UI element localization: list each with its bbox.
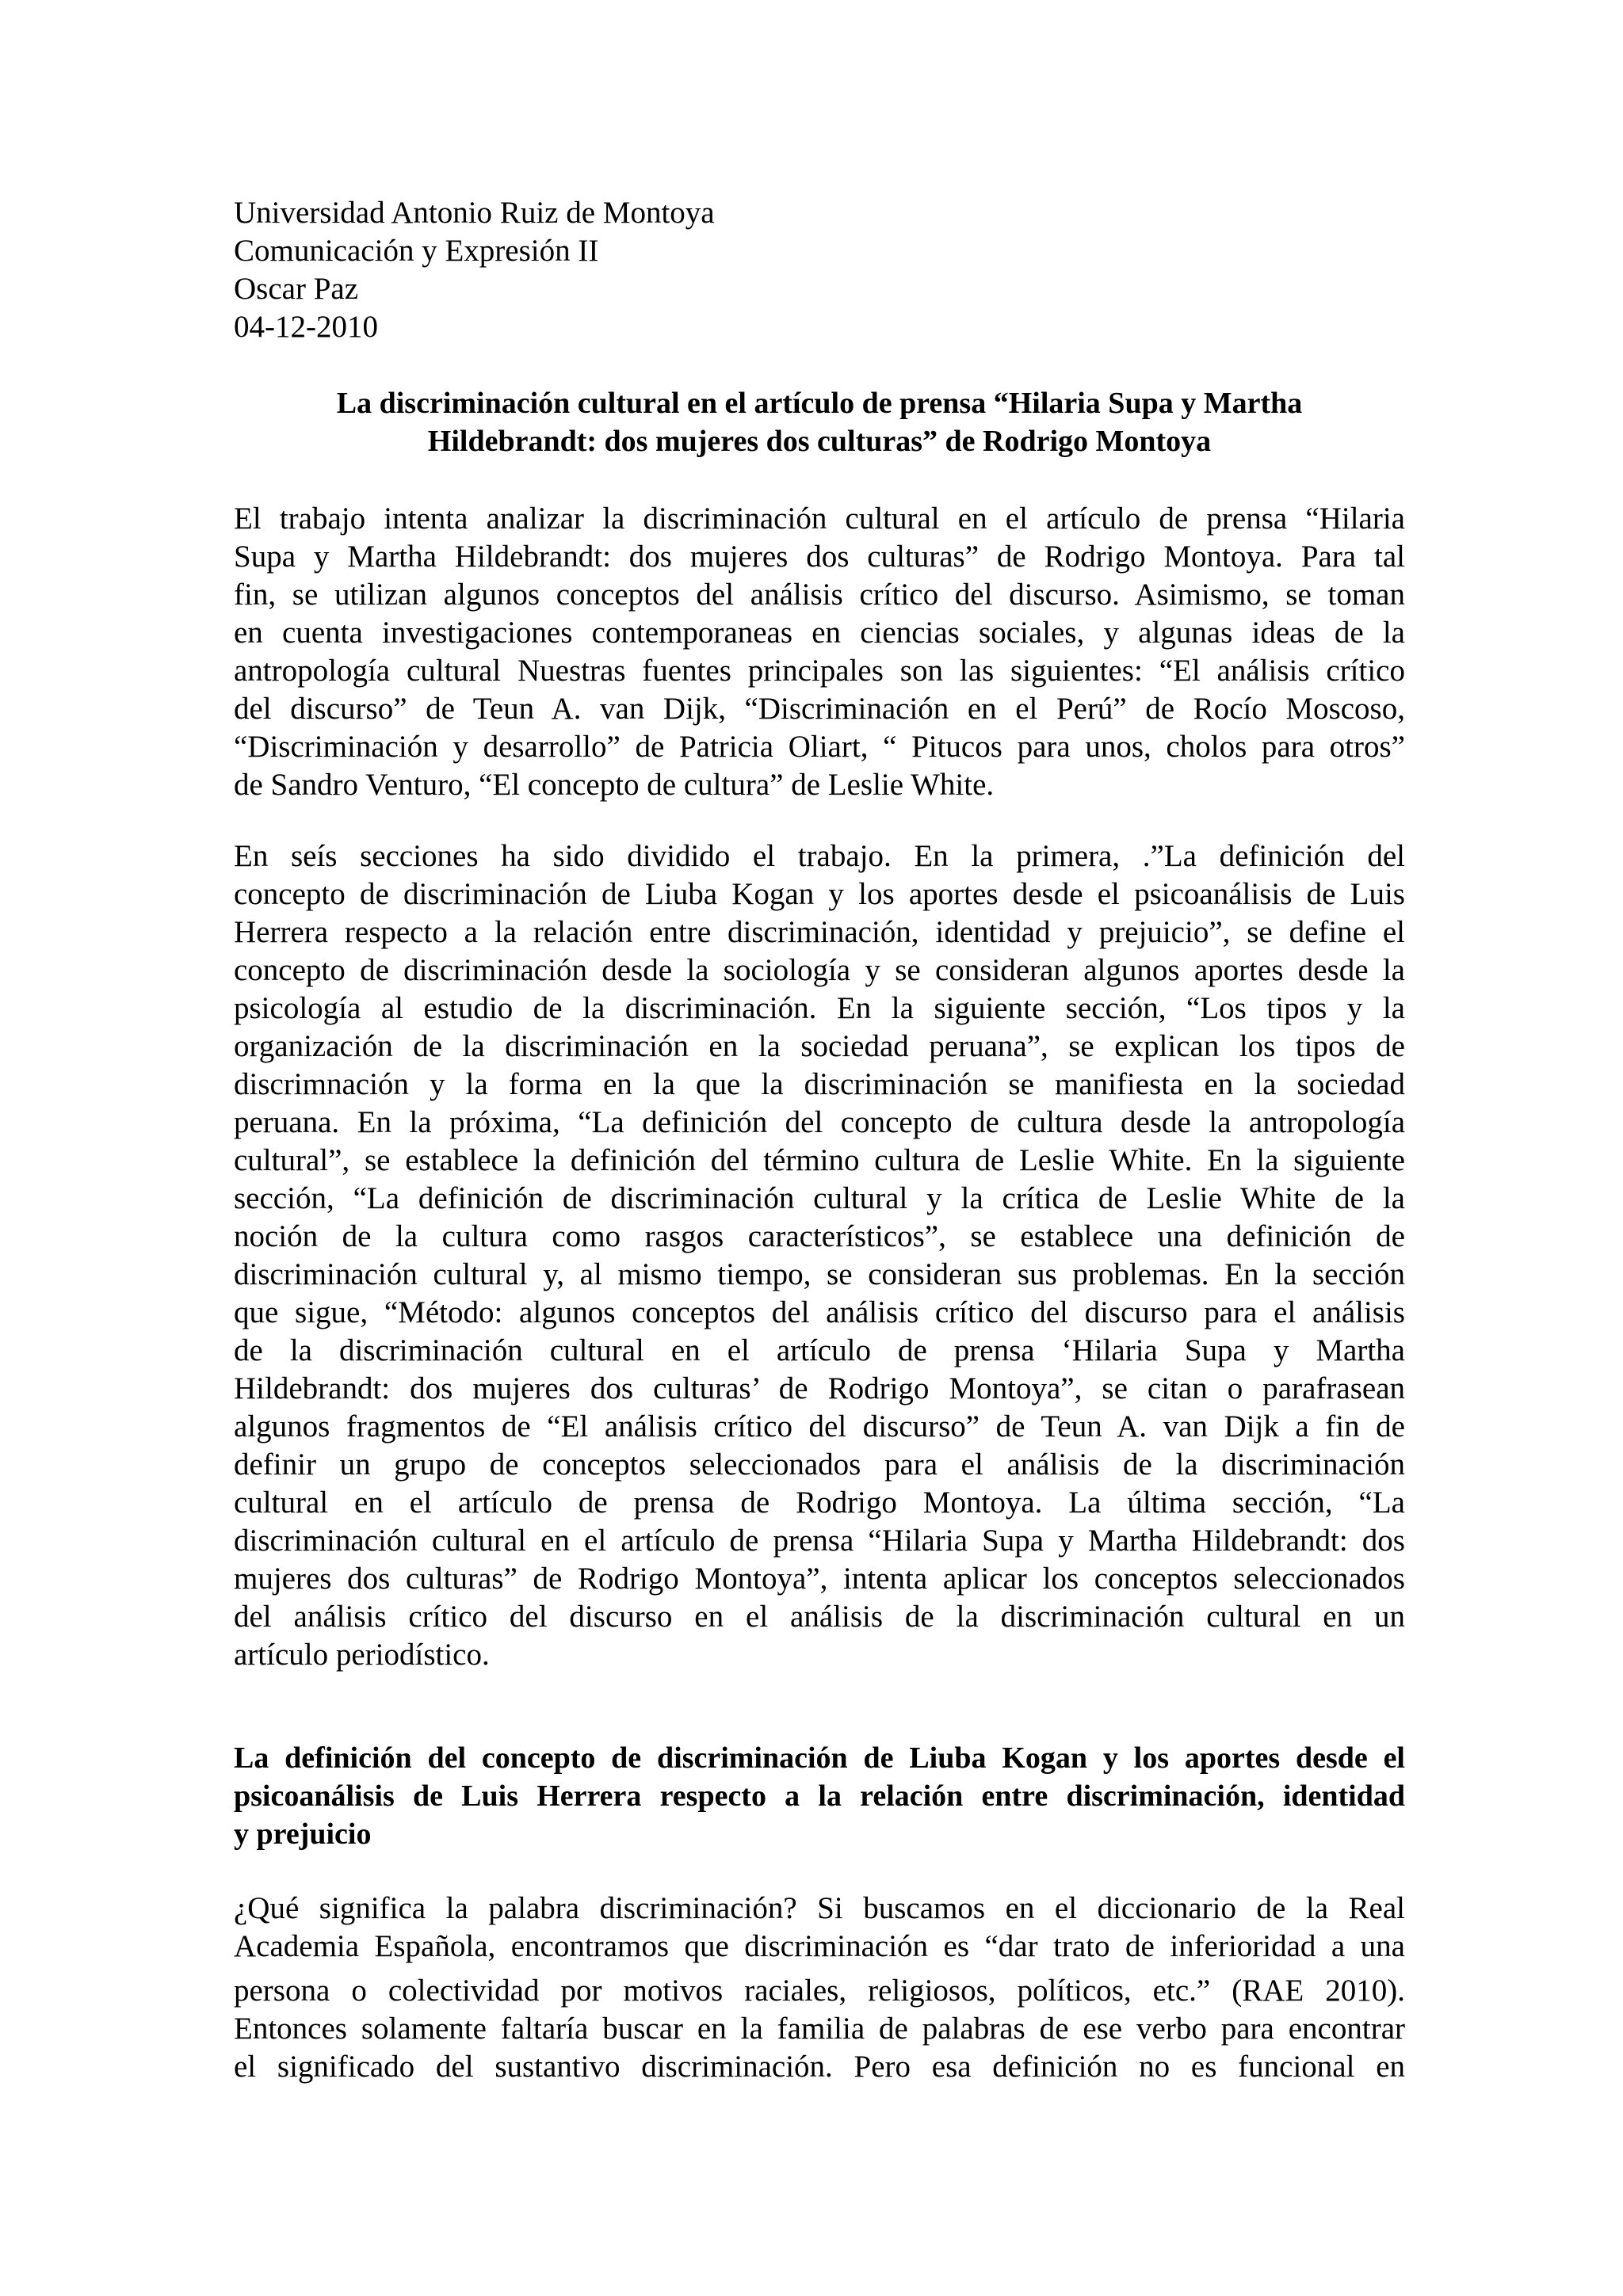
text-line: fin, se utilizan algunos conceptos del análisis crítico del discurso. Asimismo, se toman [234, 578, 1405, 612]
text-line: organización de la discriminación en la sociedad peruana”, se explican los tipos de [234, 1029, 1405, 1063]
text-line: ¿Qué significa la palabra discriminación? Si buscamos en el diccionario de la Real [234, 1891, 1405, 1925]
text-line: de Sandro Venturo, “El concepto de cultura” de Leslie White. [234, 768, 995, 802]
section-heading [234, 1739, 1405, 1853]
document-date: 04-12-2010 [234, 310, 378, 344]
document-header [234, 194, 1405, 346]
title-line: La discriminación cultural en el artículo de prensa “Hilaria Supa y Martha [336, 387, 1303, 420]
document-title [234, 384, 1405, 460]
text-line: discriminación cultural en el artículo de prensa “Hilaria Supa y Martha Hildebrandt: dos [234, 1524, 1405, 1558]
text-line: Entonces solamente faltaría buscar en la familia de palabras de ese verbo para encontrar [234, 2012, 1405, 2046]
text-line: Herrera respecto a la relación entre discriminación, identidad y prejuicio”, se define el [234, 915, 1405, 949]
text-line: Hildebrandt: dos mujeres dos culturas’ de Rodrigo Montoya”, se citan o parafrasean [234, 1371, 1405, 1405]
text-line: sección, “La definición de discriminación cultural y la crítica de Leslie White de la [234, 1181, 1405, 1215]
text-line: antropología cultural Nuestras fuentes principales son las siguientes: “El análisis crítico [234, 654, 1405, 688]
structure-paragraph [234, 837, 1405, 1674]
text-line: cultural en el artículo de prensa de Rodrigo Montoya. La última sección, “La [234, 1486, 1405, 1520]
definition-paragraph [234, 1890, 1405, 2086]
text-line: discrimnación y la forma en la que la discriminación se manifiesta en la sociedad [234, 1067, 1405, 1101]
text-line: concepto de discriminación de Liuba Kogan y los aportes desde el psicoanálisis de Luis [234, 877, 1405, 911]
author-name: Oscar Paz [234, 272, 359, 306]
text-line: El trabajo intenta analizar la discriminación cultural en el artículo de prensa “Hilaria [234, 502, 1405, 536]
text-line: concepto de discriminación desde la sociología y se consideran algunos aportes desde la [234, 953, 1405, 987]
course-name: Comunicación y Expresión II [234, 234, 599, 268]
text-line: noción de la cultura como rasgos característicos”, se establece una definición de [234, 1219, 1405, 1253]
text-line: psicología al estudio de la discriminación. En la siguiente sección, “Los tipos y la [234, 991, 1405, 1025]
text-line: persona o colectividad por motivos raciales, religiosos, políticos, etc.” (RAE 2010). [234, 1974, 1405, 2008]
text-line: mujeres dos culturas” de Rodrigo Montoya”, intenta aplicar los conceptos seleccionados [234, 1562, 1405, 1596]
heading-line: La definición del concepto de discriminación de Liuba Kogan y los aportes desde el [234, 1741, 1405, 1775]
text-line: peruana. En la próxima, “La definición del concepto de cultura desde la antropología [234, 1105, 1405, 1139]
university-name: Universidad Antonio Ruiz de Montoya [234, 196, 715, 230]
text-line: el significado del sustantivo discriminación. Pero esa definición no es funcional en [234, 2050, 1405, 2084]
text-line: del discurso” de Teun A. van Dijk, “Discriminación en el Perú” de Rocío Moscoso, [234, 692, 1405, 726]
text-line: en cuenta investigaciones contemporaneas en ciencias sociales, y algunas ideas de la [234, 616, 1405, 650]
text-line: definir un grupo de conceptos seleccionados para el análisis de la discriminación [234, 1447, 1405, 1482]
text-line: Academia Española, encontramos que discriminación es “dar trato de inferioridad a una [234, 1929, 1405, 1963]
text-line: cultural”, se establece la definición del término cultura de Leslie White. En la siguiente [234, 1143, 1405, 1177]
heading-line: psicoanálisis de Luis Herrera respecto a la relación entre discriminación, identidad [234, 1779, 1405, 1813]
intro-paragraph [234, 500, 1405, 804]
title-line: Hildebrandt: dos mujeres dos culturas” de Rodrigo Montoya [427, 425, 1212, 458]
text-line: algunos fragmentos de “El análisis crítico del discurso” de Teun A. van Dijk a fin de [234, 1409, 1405, 1444]
text-line: que sigue, “Método: algunos conceptos del análisis crítico del discurso para el análisis [234, 1295, 1405, 1329]
heading-line: y prejuicio [234, 1817, 372, 1851]
text-line: discriminación cultural y, al mismo tiempo, se consideran sus problemas. En la sección [234, 1257, 1405, 1291]
text-line: del análisis crítico del discurso en el análisis de la discriminación cultural en un [234, 1600, 1405, 1634]
text-line: “Discriminación y desarrollo” de Patricia Oliart, “ Pitucos para unos, cholos para otros” [234, 730, 1405, 764]
text-line: artículo periodístico. [234, 1638, 490, 1672]
text-line: En seís secciones ha sido dividido el trabajo. En la primera, .”La definición del [234, 839, 1405, 873]
text-line: Supa y Martha Hildebrandt: dos mujeres dos culturas” de Rodrigo Montoya. Para tal [234, 540, 1405, 574]
text-line: de la discriminación cultural en el artículo de prensa ‘Hilaria Supa y Martha [234, 1333, 1405, 1367]
